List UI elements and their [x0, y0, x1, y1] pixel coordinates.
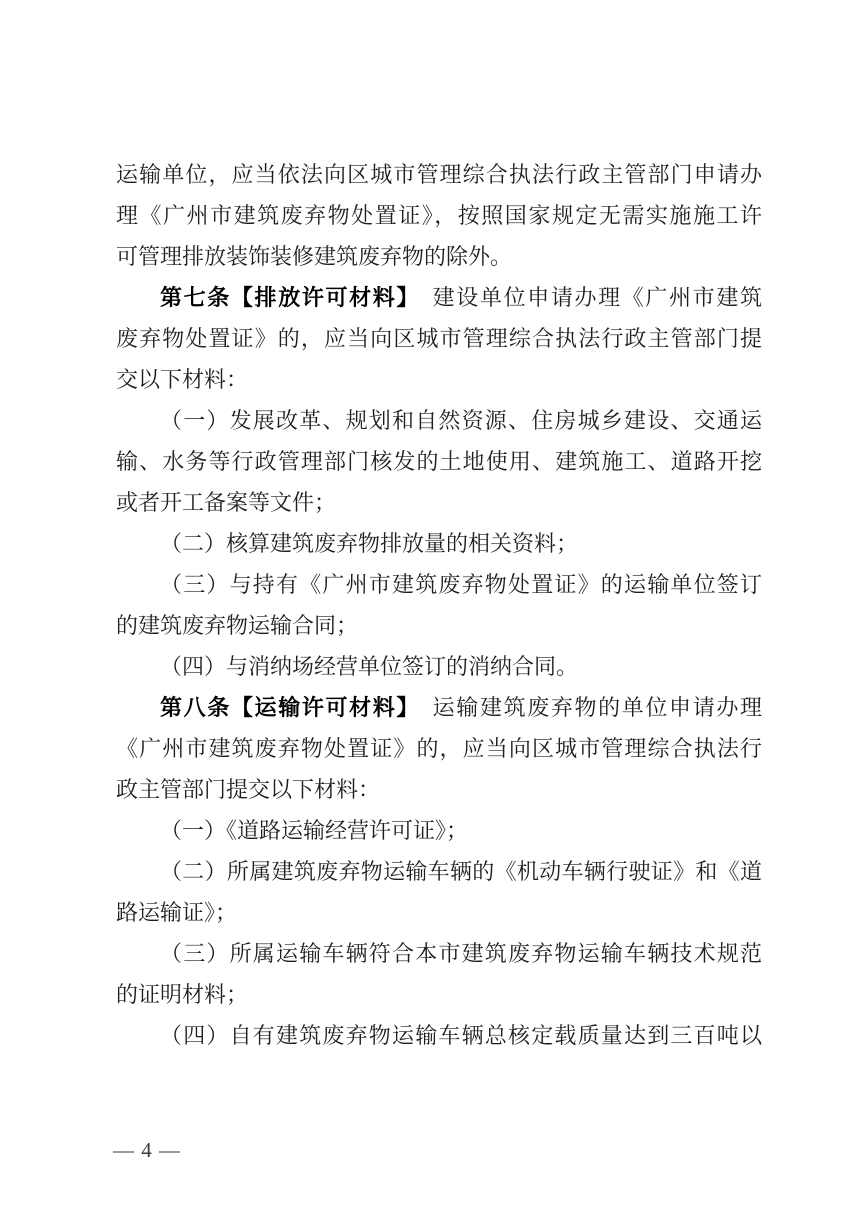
line-text: （二）核算建筑废弃物排放量的相关资料；: [160, 531, 579, 556]
text-line: [116, 769, 762, 810]
line-text: （三）与持有《广州市建筑废弃物处置证》的运输单位签订: [160, 572, 762, 597]
text-line: [116, 974, 762, 1015]
line-text: 政主管部门提交以下材料：: [116, 777, 381, 802]
line-text: 或者开工备案等文件；: [116, 490, 337, 515]
line-text: （一）发展改革、规划和自然资源、住房城乡建设、交通运: [160, 408, 762, 433]
article-heading: 第七条【排放许可材料】: [160, 285, 410, 310]
line-text: （四）自有建筑废弃物运输车辆总核定载质量达到三百吨以: [160, 1023, 762, 1048]
text-line: [116, 851, 762, 892]
article-heading-line: [116, 687, 762, 728]
line-text: 运输单位，应当依法向区城市管理综合执法行政主管部门申请办: [116, 162, 762, 187]
text-line: [116, 933, 762, 974]
document-body: [116, 154, 762, 1056]
text-line: [116, 236, 762, 277]
text-line: [116, 646, 762, 687]
line-text: 的建筑废弃物运输合同；: [116, 613, 359, 638]
text-line: [116, 441, 762, 482]
line-text: 输、水务等行政管理部门核发的土地使用、建筑施工、道路开挖: [116, 449, 762, 474]
line-text: 建设单位申请办理《广州市建筑: [409, 285, 762, 310]
text-line: [116, 728, 762, 769]
article-heading: 第八条【运输许可材料】: [160, 695, 410, 720]
line-text: 交以下材料：: [116, 367, 249, 392]
text-line: [116, 810, 762, 851]
article-heading-line: [116, 277, 762, 318]
text-line: [116, 605, 762, 646]
text-line: [116, 359, 762, 400]
text-line: [116, 195, 762, 236]
line-text: （三）所属运输车辆符合本市建筑废弃物运输车辆技术规范: [160, 941, 762, 966]
line-text: （一）《道路运输经营许可证》；: [160, 818, 469, 843]
line-text: 运输建筑废弃物的单位申请办理: [409, 695, 762, 720]
line-text: 理《广州市建筑废弃物处置证》，按照国家规定无需实施施工许: [116, 203, 762, 228]
text-line: [116, 1015, 762, 1056]
line-text: 的证明材料；: [116, 982, 249, 1007]
text-line: [116, 482, 762, 523]
line-text: （四）与消纳场经营单位签订的消纳合同。: [160, 654, 579, 679]
text-line: [116, 400, 762, 441]
text-line: [116, 154, 762, 195]
line-text: 《广州市建筑废弃物处置证》的，应当向区城市管理综合执法行: [116, 736, 762, 761]
page-number: — 4 —: [113, 1138, 181, 1162]
text-line: [116, 564, 762, 605]
line-text: 可管理排放装饰装修建筑废弃物的除外。: [116, 244, 513, 269]
text-line: [116, 318, 762, 359]
text-line: [116, 523, 762, 564]
line-text: 路运输证》；: [116, 900, 238, 925]
text-line: [116, 892, 762, 933]
line-text: 废弃物处置证》的，应当向区城市管理综合执法行政主管部门提: [116, 326, 762, 351]
line-text: （二）所属建筑废弃物运输车辆的《机动车辆行驶证》和《道: [160, 859, 762, 884]
